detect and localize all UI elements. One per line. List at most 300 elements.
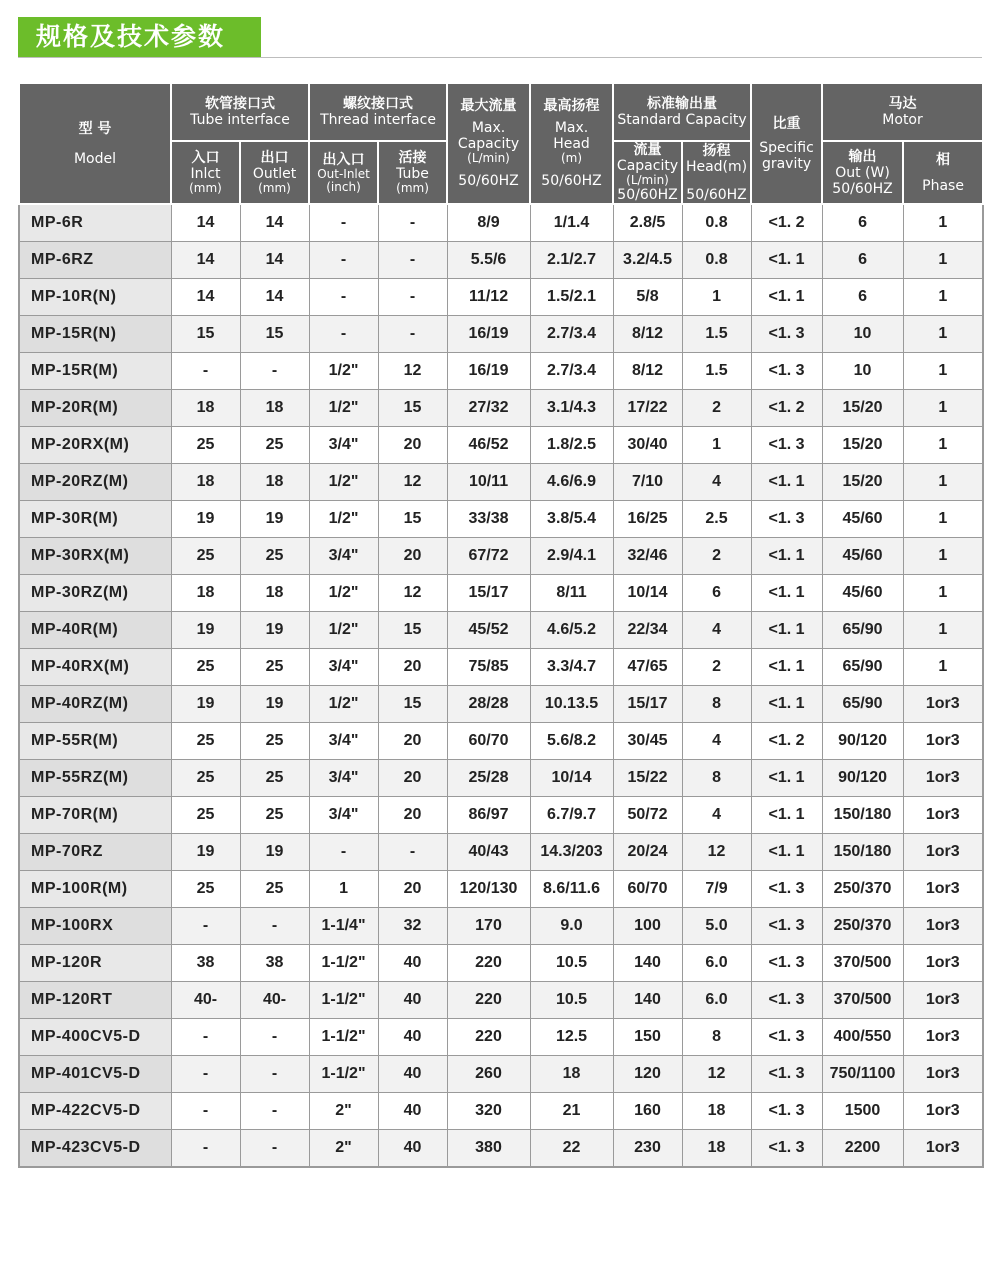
cell-std-flow: 3.2/4.5 [613, 242, 682, 279]
cell-phase: 1or3 [903, 871, 983, 908]
cell-outlet: 18 [240, 575, 309, 612]
cell-outlet: 25 [240, 649, 309, 686]
cell-phase: 1or3 [903, 1019, 983, 1056]
cell-outlet: 25 [240, 760, 309, 797]
cell-model: MP-401CV5-D [19, 1056, 171, 1093]
cell-std-flow: 60/70 [613, 871, 682, 908]
cell-max-head: 1.5/2.1 [530, 279, 613, 316]
cell-tube: 40 [378, 1130, 447, 1168]
cell-model: MP-20RX(M) [19, 427, 171, 464]
table-row [19, 760, 983, 797]
cell-tube: 20 [378, 427, 447, 464]
cell-std-flow: 47/65 [613, 649, 682, 686]
header-standard-capacity: 标准输出量 Standard Capacity [613, 83, 751, 141]
cell-max-head: 2.9/4.1 [530, 538, 613, 575]
table-row [19, 1019, 983, 1056]
table-row [19, 390, 983, 427]
cell-model: MP-15R(M) [19, 353, 171, 390]
cell-max-capacity: 320 [447, 1093, 530, 1130]
cell-std-flow: 15/22 [613, 760, 682, 797]
cell-phase: 1 [903, 427, 983, 464]
cell-out-inlet: 3/4" [309, 760, 378, 797]
cell-std-head: 2 [682, 538, 751, 575]
cell-std-head: 12 [682, 834, 751, 871]
cell-phase: 1or3 [903, 797, 983, 834]
header-std-head: 扬程 Head(m) 50/60HZ [682, 141, 751, 204]
table-header [19, 83, 983, 204]
cell-inlet: 18 [171, 464, 240, 501]
cell-inlet: - [171, 1093, 240, 1130]
cell-max-head: 10.5 [530, 945, 613, 982]
page-title: 规格及技术参数 [18, 17, 261, 57]
cell-inlet: - [171, 1130, 240, 1168]
cell-std-head: 1.5 [682, 353, 751, 390]
cell-model: MP-100RX [19, 908, 171, 945]
cell-out-inlet: 3/4" [309, 538, 378, 575]
cell-max-head: 8.6/11.6 [530, 871, 613, 908]
cell-model: MP-40RZ(M) [19, 686, 171, 723]
cell-specific-gravity: <1. 1 [751, 612, 822, 649]
cell-std-head: 4 [682, 464, 751, 501]
cell-output-power: 45/60 [822, 501, 903, 538]
cell-outlet: 19 [240, 686, 309, 723]
table-row [19, 1093, 983, 1130]
cell-model: MP-15R(N) [19, 316, 171, 353]
cell-output-power: 6 [822, 242, 903, 279]
cell-max-head: 3.8/5.4 [530, 501, 613, 538]
cell-outlet: - [240, 1093, 309, 1130]
cell-out-inlet: 3/4" [309, 427, 378, 464]
cell-output-power: 750/1100 [822, 1056, 903, 1093]
cell-model: MP-20RZ(M) [19, 464, 171, 501]
cell-max-capacity: 27/32 [447, 390, 530, 427]
cell-specific-gravity: <1. 3 [751, 908, 822, 945]
cell-max-head: 2.7/3.4 [530, 316, 613, 353]
cell-inlet: 25 [171, 797, 240, 834]
cell-outlet: 15 [240, 316, 309, 353]
header-live-tube: 活接 Tube (mm) [378, 141, 447, 204]
cell-inlet: 38 [171, 945, 240, 982]
table-row [19, 1056, 983, 1093]
cell-model: MP-120RT [19, 982, 171, 1019]
cell-output-power: 15/20 [822, 427, 903, 464]
cell-phase: 1 [903, 501, 983, 538]
cell-tube: 15 [378, 501, 447, 538]
cell-model: MP-422CV5-D [19, 1093, 171, 1130]
cell-outlet: 38 [240, 945, 309, 982]
cell-outlet: - [240, 1056, 309, 1093]
cell-std-flow: 20/24 [613, 834, 682, 871]
cell-inlet: 19 [171, 834, 240, 871]
cell-std-head: 5.0 [682, 908, 751, 945]
cell-inlet: 25 [171, 760, 240, 797]
cell-tube: 12 [378, 353, 447, 390]
table-row [19, 464, 983, 501]
cell-out-inlet: 1-1/4" [309, 908, 378, 945]
cell-max-capacity: 86/97 [447, 797, 530, 834]
cell-tube: 20 [378, 649, 447, 686]
cell-inlet: 15 [171, 316, 240, 353]
cell-out-inlet: 3/4" [309, 797, 378, 834]
cell-out-inlet: - [309, 279, 378, 316]
cell-inlet: 25 [171, 871, 240, 908]
cell-out-inlet: 1/2" [309, 353, 378, 390]
cell-outlet: 18 [240, 464, 309, 501]
cell-inlet: 14 [171, 279, 240, 316]
cell-specific-gravity: <1. 3 [751, 427, 822, 464]
cell-specific-gravity: <1. 3 [751, 1130, 822, 1168]
cell-out-inlet: 1/2" [309, 390, 378, 427]
cell-phase: 1 [903, 464, 983, 501]
cell-output-power: 370/500 [822, 982, 903, 1019]
cell-max-head: 10/14 [530, 760, 613, 797]
cell-outlet: 25 [240, 723, 309, 760]
cell-tube: 20 [378, 538, 447, 575]
cell-max-head: 12.5 [530, 1019, 613, 1056]
cell-std-head: 12 [682, 1056, 751, 1093]
cell-std-flow: 150 [613, 1019, 682, 1056]
cell-phase: 1 [903, 575, 983, 612]
cell-std-flow: 8/12 [613, 353, 682, 390]
cell-max-head: 3.1/4.3 [530, 390, 613, 427]
cell-std-flow: 50/72 [613, 797, 682, 834]
cell-std-head: 6 [682, 575, 751, 612]
table-row [19, 279, 983, 316]
cell-max-capacity: 16/19 [447, 316, 530, 353]
cell-model: MP-6R [19, 204, 171, 242]
table-body [19, 204, 983, 1167]
table-row [19, 871, 983, 908]
table-row [19, 316, 983, 353]
cell-specific-gravity: <1. 1 [751, 760, 822, 797]
cell-std-head: 4 [682, 723, 751, 760]
cell-specific-gravity: <1. 3 [751, 316, 822, 353]
cell-std-head: 8 [682, 686, 751, 723]
cell-specific-gravity: <1. 2 [751, 723, 822, 760]
cell-tube: 40 [378, 1019, 447, 1056]
cell-outlet: 40- [240, 982, 309, 1019]
cell-tube: 20 [378, 797, 447, 834]
cell-phase: 1 [903, 204, 983, 242]
cell-max-capacity: 10/11 [447, 464, 530, 501]
cell-outlet: 25 [240, 871, 309, 908]
table-row [19, 649, 983, 686]
cell-out-inlet: 2" [309, 1130, 378, 1168]
cell-model: MP-55RZ(M) [19, 760, 171, 797]
header-tube-interface: 软管接口式 Tube interface [171, 83, 309, 141]
table-row [19, 538, 983, 575]
cell-specific-gravity: <1. 3 [751, 945, 822, 982]
cell-max-capacity: 33/38 [447, 501, 530, 538]
cell-std-head: 8 [682, 760, 751, 797]
cell-max-head: 2.7/3.4 [530, 353, 613, 390]
cell-specific-gravity: <1. 1 [751, 575, 822, 612]
cell-model: MP-20R(M) [19, 390, 171, 427]
cell-max-head: 10.5 [530, 982, 613, 1019]
cell-phase: 1or3 [903, 686, 983, 723]
cell-out-inlet: 2" [309, 1093, 378, 1130]
header-max-capacity: 最大流量 Max. Capacity (L/min) 50/60HZ [447, 83, 530, 204]
cell-model: MP-55R(M) [19, 723, 171, 760]
cell-inlet: 14 [171, 242, 240, 279]
cell-output-power: 1500 [822, 1093, 903, 1130]
cell-output-power: 250/370 [822, 871, 903, 908]
cell-max-head: 2.1/2.7 [530, 242, 613, 279]
cell-max-capacity: 260 [447, 1056, 530, 1093]
cell-specific-gravity: <1. 1 [751, 279, 822, 316]
cell-output-power: 10 [822, 316, 903, 353]
cell-specific-gravity: <1. 3 [751, 353, 822, 390]
cell-std-flow: 5/8 [613, 279, 682, 316]
cell-model: MP-400CV5-D [19, 1019, 171, 1056]
cell-model: MP-120R [19, 945, 171, 982]
cell-std-flow: 16/25 [613, 501, 682, 538]
cell-max-capacity: 380 [447, 1130, 530, 1168]
cell-tube: - [378, 204, 447, 242]
cell-std-head: 8 [682, 1019, 751, 1056]
cell-inlet: - [171, 353, 240, 390]
cell-max-head: 21 [530, 1093, 613, 1130]
cell-max-head: 22 [530, 1130, 613, 1168]
cell-std-head: 6.0 [682, 982, 751, 1019]
cell-std-flow: 160 [613, 1093, 682, 1130]
cell-max-capacity: 46/52 [447, 427, 530, 464]
cell-out-inlet: 1/2" [309, 612, 378, 649]
cell-std-head: 4 [682, 797, 751, 834]
cell-phase: 1 [903, 316, 983, 353]
cell-model: MP-70RZ [19, 834, 171, 871]
cell-max-capacity: 170 [447, 908, 530, 945]
cell-model: MP-70R(M) [19, 797, 171, 834]
table-row [19, 353, 983, 390]
cell-out-inlet: - [309, 242, 378, 279]
cell-model: MP-100R(M) [19, 871, 171, 908]
cell-max-capacity: 220 [447, 1019, 530, 1056]
cell-specific-gravity: <1. 1 [751, 797, 822, 834]
cell-out-inlet: 1-1/2" [309, 1019, 378, 1056]
cell-output-power: 90/120 [822, 760, 903, 797]
cell-inlet: 14 [171, 204, 240, 242]
cell-max-capacity: 15/17 [447, 575, 530, 612]
cell-inlet: 18 [171, 575, 240, 612]
cell-max-head: 4.6/6.9 [530, 464, 613, 501]
cell-inlet: 19 [171, 686, 240, 723]
cell-std-flow: 8/12 [613, 316, 682, 353]
cell-output-power: 90/120 [822, 723, 903, 760]
cell-max-head: 6.7/9.7 [530, 797, 613, 834]
cell-outlet: 19 [240, 501, 309, 538]
cell-outlet: 18 [240, 390, 309, 427]
table-row [19, 723, 983, 760]
cell-inlet: 40- [171, 982, 240, 1019]
cell-std-flow: 22/34 [613, 612, 682, 649]
cell-tube: 12 [378, 464, 447, 501]
cell-max-capacity: 25/28 [447, 760, 530, 797]
cell-max-head: 18 [530, 1056, 613, 1093]
cell-specific-gravity: <1. 1 [751, 834, 822, 871]
cell-output-power: 65/90 [822, 686, 903, 723]
cell-std-head: 2.5 [682, 501, 751, 538]
spec-table [18, 82, 984, 1168]
cell-outlet: 14 [240, 279, 309, 316]
cell-max-head: 3.3/4.7 [530, 649, 613, 686]
cell-outlet: - [240, 353, 309, 390]
cell-out-inlet: 1/2" [309, 686, 378, 723]
cell-output-power: 150/180 [822, 834, 903, 871]
cell-specific-gravity: <1. 3 [751, 1056, 822, 1093]
cell-tube: 12 [378, 575, 447, 612]
cell-std-head: 0.8 [682, 204, 751, 242]
cell-std-head: 2 [682, 649, 751, 686]
cell-std-flow: 30/40 [613, 427, 682, 464]
table-row [19, 612, 983, 649]
cell-max-head: 10.13.5 [530, 686, 613, 723]
cell-max-capacity: 40/43 [447, 834, 530, 871]
header-phase: 相 Phase [903, 141, 983, 204]
cell-specific-gravity: <1. 1 [751, 686, 822, 723]
header-model: 型 号 Model [19, 83, 171, 204]
cell-specific-gravity: <1. 1 [751, 464, 822, 501]
cell-inlet: 19 [171, 612, 240, 649]
cell-phase: 1or3 [903, 1130, 983, 1168]
table-row [19, 908, 983, 945]
cell-specific-gravity: <1. 2 [751, 390, 822, 427]
title-divider [18, 57, 982, 58]
cell-output-power: 10 [822, 353, 903, 390]
cell-std-head: 7/9 [682, 871, 751, 908]
cell-outlet: 19 [240, 834, 309, 871]
cell-output-power: 2200 [822, 1130, 903, 1168]
table-row [19, 427, 983, 464]
cell-output-power: 45/60 [822, 538, 903, 575]
cell-specific-gravity: <1. 2 [751, 204, 822, 242]
header-out-inlet: 出入口 Out-Inlet (inch) [309, 141, 378, 204]
cell-out-inlet: 1 [309, 871, 378, 908]
cell-specific-gravity: <1. 1 [751, 649, 822, 686]
cell-max-capacity: 220 [447, 945, 530, 982]
cell-out-inlet: - [309, 204, 378, 242]
cell-phase: 1or3 [903, 908, 983, 945]
cell-outlet: 14 [240, 204, 309, 242]
cell-inlet: 25 [171, 649, 240, 686]
cell-output-power: 6 [822, 279, 903, 316]
cell-specific-gravity: <1. 1 [751, 538, 822, 575]
cell-outlet: 14 [240, 242, 309, 279]
cell-phase: 1 [903, 279, 983, 316]
cell-std-flow: 10/14 [613, 575, 682, 612]
cell-max-capacity: 67/72 [447, 538, 530, 575]
table-row [19, 982, 983, 1019]
cell-out-inlet: 1-1/2" [309, 945, 378, 982]
cell-max-capacity: 45/52 [447, 612, 530, 649]
cell-std-flow: 120 [613, 1056, 682, 1093]
cell-std-flow: 17/22 [613, 390, 682, 427]
cell-max-capacity: 120/130 [447, 871, 530, 908]
header-outlet: 出口 Outlet (mm) [240, 141, 309, 204]
cell-inlet: 19 [171, 501, 240, 538]
cell-inlet: 18 [171, 390, 240, 427]
cell-output-power: 6 [822, 204, 903, 242]
cell-std-flow: 2.8/5 [613, 204, 682, 242]
cell-phase: 1or3 [903, 723, 983, 760]
cell-tube: 15 [378, 686, 447, 723]
cell-outlet: 25 [240, 427, 309, 464]
cell-phase: 1 [903, 612, 983, 649]
cell-model: MP-6RZ [19, 242, 171, 279]
cell-max-capacity: 8/9 [447, 204, 530, 242]
cell-out-inlet: 1/2" [309, 501, 378, 538]
cell-std-flow: 15/17 [613, 686, 682, 723]
cell-model: MP-10R(N) [19, 279, 171, 316]
cell-tube: - [378, 242, 447, 279]
header-output: 输出 Out (W) 50/60HZ [822, 141, 903, 204]
cell-specific-gravity: <1. 1 [751, 242, 822, 279]
cell-out-inlet: 3/4" [309, 723, 378, 760]
cell-outlet: 25 [240, 797, 309, 834]
cell-std-head: 0.8 [682, 242, 751, 279]
cell-max-capacity: 11/12 [447, 279, 530, 316]
cell-max-head: 5.6/8.2 [530, 723, 613, 760]
cell-out-inlet: 1/2" [309, 575, 378, 612]
cell-specific-gravity: <1. 3 [751, 501, 822, 538]
cell-std-flow: 230 [613, 1130, 682, 1168]
cell-inlet: - [171, 1019, 240, 1056]
cell-std-flow: 140 [613, 945, 682, 982]
header-std-flow: 流量 Capacity (L/min) 50/60HZ [613, 141, 682, 204]
cell-out-inlet: 3/4" [309, 649, 378, 686]
cell-std-flow: 7/10 [613, 464, 682, 501]
cell-tube: 32 [378, 908, 447, 945]
cell-max-head: 1.8/2.5 [530, 427, 613, 464]
cell-output-power: 150/180 [822, 797, 903, 834]
cell-output-power: 250/370 [822, 908, 903, 945]
cell-phase: 1or3 [903, 982, 983, 1019]
header-motor: 马达 Motor [822, 83, 983, 141]
cell-max-capacity: 28/28 [447, 686, 530, 723]
table-row [19, 575, 983, 612]
cell-std-head: 2 [682, 390, 751, 427]
cell-specific-gravity: <1. 3 [751, 1093, 822, 1130]
cell-tube: - [378, 316, 447, 353]
table-row [19, 501, 983, 538]
cell-max-head: 9.0 [530, 908, 613, 945]
cell-std-head: 1 [682, 279, 751, 316]
table-row [19, 204, 983, 242]
cell-specific-gravity: <1. 3 [751, 982, 822, 1019]
cell-max-capacity: 5.5/6 [447, 242, 530, 279]
cell-out-inlet: 1-1/2" [309, 982, 378, 1019]
cell-tube: - [378, 279, 447, 316]
cell-model: MP-30RX(M) [19, 538, 171, 575]
cell-std-head: 1 [682, 427, 751, 464]
cell-std-head: 6.0 [682, 945, 751, 982]
cell-tube: 20 [378, 760, 447, 797]
cell-inlet: 25 [171, 723, 240, 760]
cell-model: MP-40RX(M) [19, 649, 171, 686]
cell-output-power: 65/90 [822, 649, 903, 686]
cell-std-flow: 30/45 [613, 723, 682, 760]
table-row [19, 834, 983, 871]
header-specific-gravity: 比重 Specific gravity [751, 83, 822, 204]
cell-output-power: 15/20 [822, 464, 903, 501]
cell-specific-gravity: <1. 3 [751, 871, 822, 908]
table-row [19, 945, 983, 982]
cell-max-head: 14.3/203 [530, 834, 613, 871]
cell-inlet: 25 [171, 538, 240, 575]
table-row [19, 242, 983, 279]
cell-output-power: 15/20 [822, 390, 903, 427]
cell-tube: 40 [378, 982, 447, 1019]
